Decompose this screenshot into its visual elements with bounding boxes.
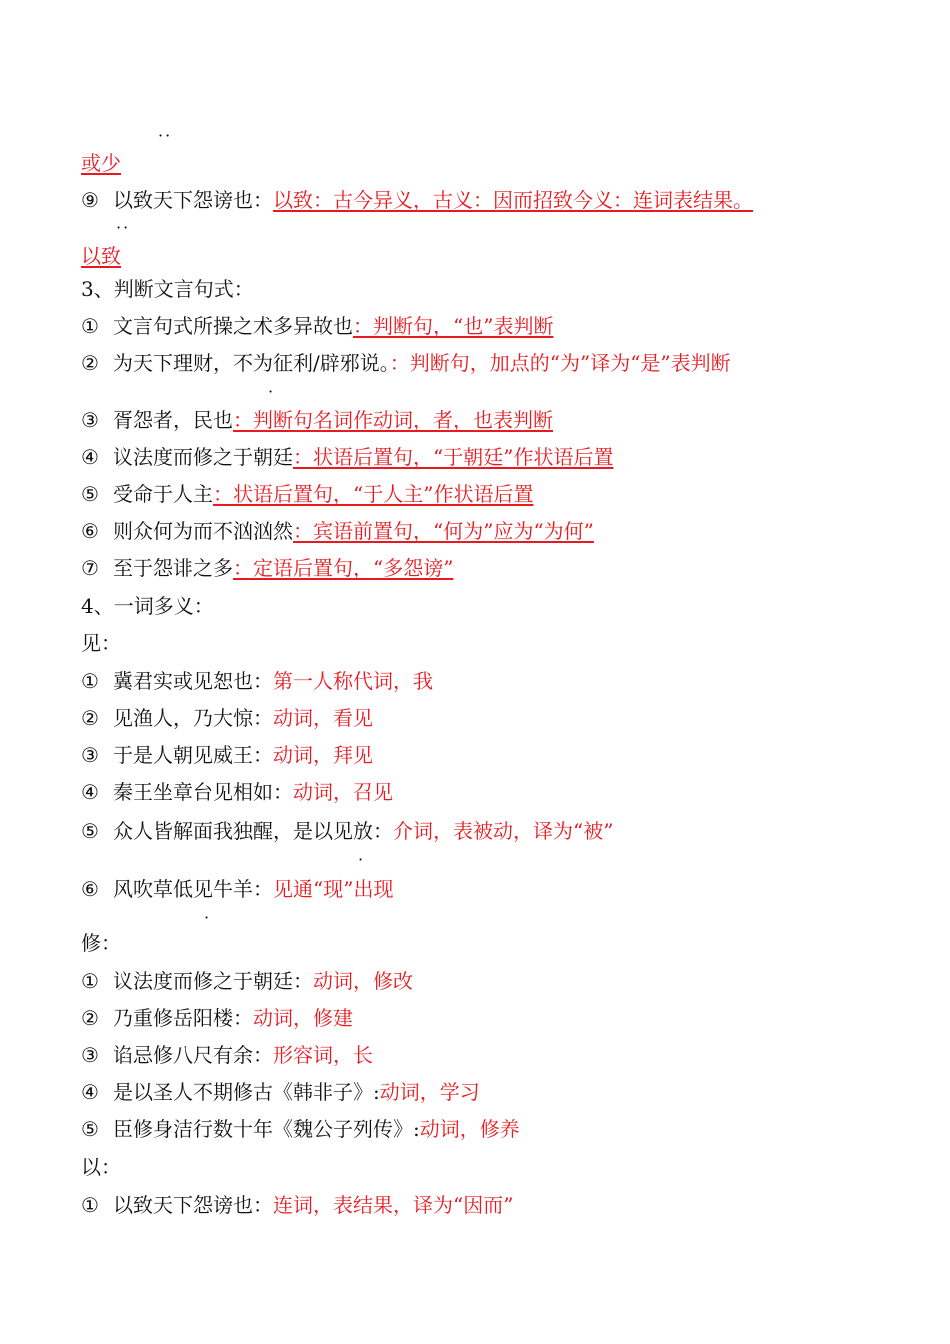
item-number: ⑥ [81,877,99,901]
jian-item-6 [81,876,393,902]
jian-item-3 [81,742,373,768]
item-answer: 连词，表结果，译为“因而” [273,1193,514,1217]
xiu-item-1 [81,968,413,994]
item-text: 至于怨诽之多 [113,556,233,580]
s3-item-6 [81,518,594,544]
item-answer: ：状语后置句，“于朝廷”作状语后置 [293,445,614,469]
item-text: 众人皆解面我独醒，是以见放： [113,819,393,843]
item-answer: 动词，修改 [313,969,413,993]
item-text: 议法度而修之于朝廷： [113,969,313,993]
item-number: ③ [81,408,99,432]
item-text: 于是人朝见威王： [113,743,273,767]
item-number: ⑤ [81,482,99,506]
item-number: ② [81,706,99,730]
item-text: 文言句式所操之术多异故也 [113,314,353,338]
item-answer: ：判断句名词作动词，者，也表判断 [233,408,553,432]
item-answer: 形容词，长 [273,1043,373,1067]
item-number: ④ [81,780,99,804]
item-text: 以致天下怨谤也： [113,188,273,212]
section-3-heading: 3、判断文言句式： [81,277,254,301]
xiu-label: 修： [81,931,121,955]
item-text: 冀君实或见恕也： [113,669,273,693]
item-answer: 动词，看见 [273,706,373,730]
xiu-item-2 [81,1005,353,1031]
item-number: ④ [81,1080,99,1104]
item-number: ③ [81,1043,99,1067]
item-text: 秦王坐章台见相如： [113,780,293,804]
item-answer: ：状语后置句，“于人主”作状语后置 [213,482,534,506]
s3-item-3 [81,407,553,433]
item-answer: 见通“现”出现 [273,877,394,901]
jian-item-5 [81,818,613,844]
emphasis-dot: · [268,382,276,401]
emphasis-dots: ·· [158,126,173,145]
item-number: ③ [81,743,99,767]
item-answer: 介词，表被动，译为“被” [393,819,614,843]
item-text: 是以圣人不期修古《韩非子》: [113,1080,380,1104]
item-answer: 动词，拜见 [273,743,373,767]
item-number: ① [81,969,99,993]
item-answer: 动词，修养 [419,1117,520,1141]
item-number: ⑦ [81,556,99,580]
item-answer: ：判断句，“也”表判断 [353,314,554,338]
item-answer: 以致：古今异义，古义：因而招致今义：连词表结果。 [273,188,753,212]
item-text: 胥怨者，民也 [113,408,233,432]
item-text: 见渔人，乃大惊： [113,706,273,730]
item-text: 则众何为而不汹汹然 [113,519,293,543]
item-answer: 第一人称代词，我 [273,669,433,693]
item-text: 受命于人主 [113,482,213,506]
item-answer: ：宾语前置句，“何为”应为“为何” [293,519,594,543]
item-number: ⑨ [81,188,99,212]
item-number: ⑥ [81,519,99,543]
jian-item-4 [81,779,393,805]
s3-item-2 [81,350,731,376]
item-text: 臣修身洁行数十年《魏公子列传》: [113,1117,420,1141]
emphasis-dot: · [358,850,366,869]
item-text: 乃重修岳阳楼： [113,1006,253,1030]
item-number: ② [81,351,99,375]
s3-item-1 [81,313,553,339]
emphasis-dot: · [204,908,212,927]
emphasis-dots: ·· [116,218,131,237]
item-number: ② [81,1006,99,1030]
s3-item-4 [81,444,613,470]
top-fragment: 或少 [81,151,121,175]
xiu-item-5 [81,1116,520,1142]
section-4-heading: 4、一词多义： [81,594,214,618]
xiu-item-4 [81,1079,480,1105]
item-number: ⑤ [81,819,99,843]
item-number: ⑤ [81,1117,99,1141]
item-answer: ：判断句，加点的“为”译为“是”表判断 [389,351,731,375]
item-9 [81,187,753,213]
s3-item-7 [81,555,453,581]
item-number: ① [81,669,99,693]
item-answer: 动词，学习 [379,1080,480,1104]
item-number: ① [81,1193,99,1217]
item-text: 为天下理财，不为征利/辟邪说。 [113,351,390,375]
item9-fragment: 以致 [81,244,121,268]
item-text: 风吹草低见牛羊： [113,877,273,901]
item-text: 谄忌修八尺有余： [113,1043,273,1067]
item-answer: ：定语后置句，“多怨谤” [233,556,454,580]
item-answer: 动词，修建 [253,1006,353,1030]
yi-label: 以： [81,1155,121,1179]
item-number: ① [81,314,99,338]
jian-label: 见： [81,631,121,655]
item-text: 以致天下怨谤也： [113,1193,273,1217]
jian-item-1 [81,668,433,694]
xiu-item-3 [81,1042,373,1068]
yi-item-1 [81,1192,513,1218]
jian-item-2 [81,705,373,731]
s3-item-5 [81,481,533,507]
item-number: ④ [81,445,99,469]
item-answer: 动词，召见 [293,780,393,804]
item-text: 议法度而修之于朝廷 [113,445,293,469]
